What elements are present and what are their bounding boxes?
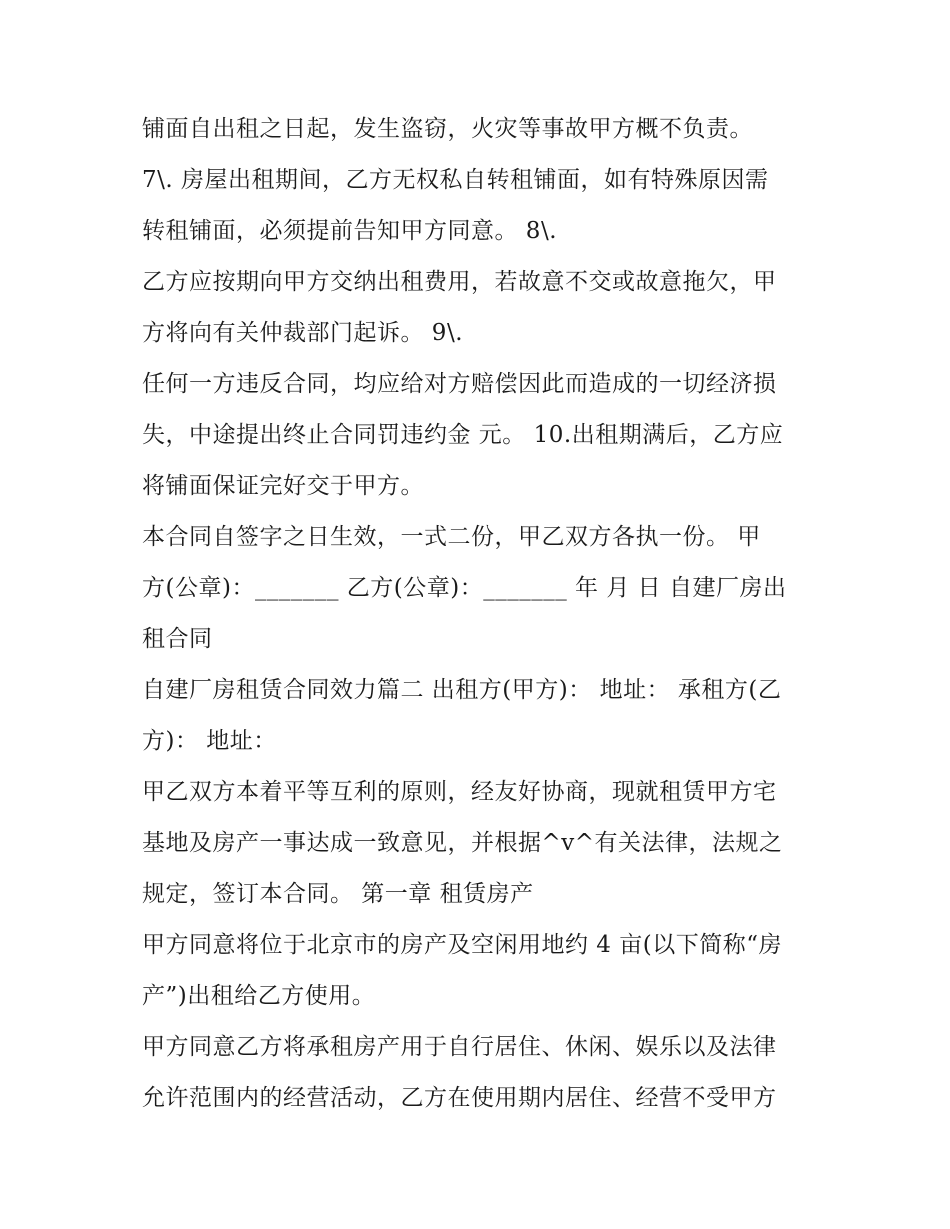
- text-line: 失，中途提出终止合同罚违约金 元。 10.出租期满后，乙方应: [142, 422, 784, 448]
- text-line: 本合同自签字之日生效，一式二份，甲乙双方各执一份。 甲: [142, 524, 761, 550]
- text-line: 甲方同意乙方将承租房产用于自行居住、休闲、娱乐以及法律: [142, 1034, 777, 1060]
- text-line: 铺面自出租之日起，发生盗窃，火灾等事故甲方概不负责。: [142, 116, 753, 142]
- text-line: 租合同: [142, 626, 213, 652]
- text-line: 甲方同意将位于北京市的房产及空闲用地约 4 亩(以下简称“房: [142, 932, 782, 958]
- text-line: 方将向有关仲裁部门起诉。 9\.: [142, 320, 464, 346]
- text-line: 乙方应按期向甲方交纳出租费用，若故意不交或故意拖欠，甲: [142, 269, 777, 295]
- text-line: 将铺面保证完好交于甲方。: [142, 473, 424, 499]
- text-line: 甲乙双方本着平等互利的原则，经友好协商，现就租赁甲方宅: [142, 779, 777, 805]
- text-line: 自建厂房租赁合同效力篇二 出租方(甲方)： 地址： 承租方(乙: [142, 677, 782, 703]
- text-line: 转租铺面，必须提前告知甲方同意。 8\.: [142, 218, 558, 244]
- text-line: 允许范围内的经营活动，乙方在使用期内居住、经营不受甲方: [142, 1085, 777, 1111]
- text-line: 7\. 房屋出租期间，乙方无权私自转租铺面，如有特殊原因需: [142, 167, 769, 193]
- text-line: 基地及房产一事达成一致意见，并根据^v^有关法律，法规之: [142, 830, 783, 856]
- text-line: 任何一方违反合同，均应给对方赔偿因此而造成的一切经济损: [142, 371, 777, 397]
- document-body: [142, 104, 822, 1124]
- text-line: 规定，签订本合同。 第一章 租赁房产: [142, 881, 534, 907]
- text-line: 方)： 地址：: [142, 728, 277, 754]
- text-line: 产”)出租给乙方使用。: [142, 983, 376, 1009]
- text-line: 方(公章)：_______ 乙方(公章)：_______ 年 月 日 自建厂房出: [142, 575, 787, 601]
